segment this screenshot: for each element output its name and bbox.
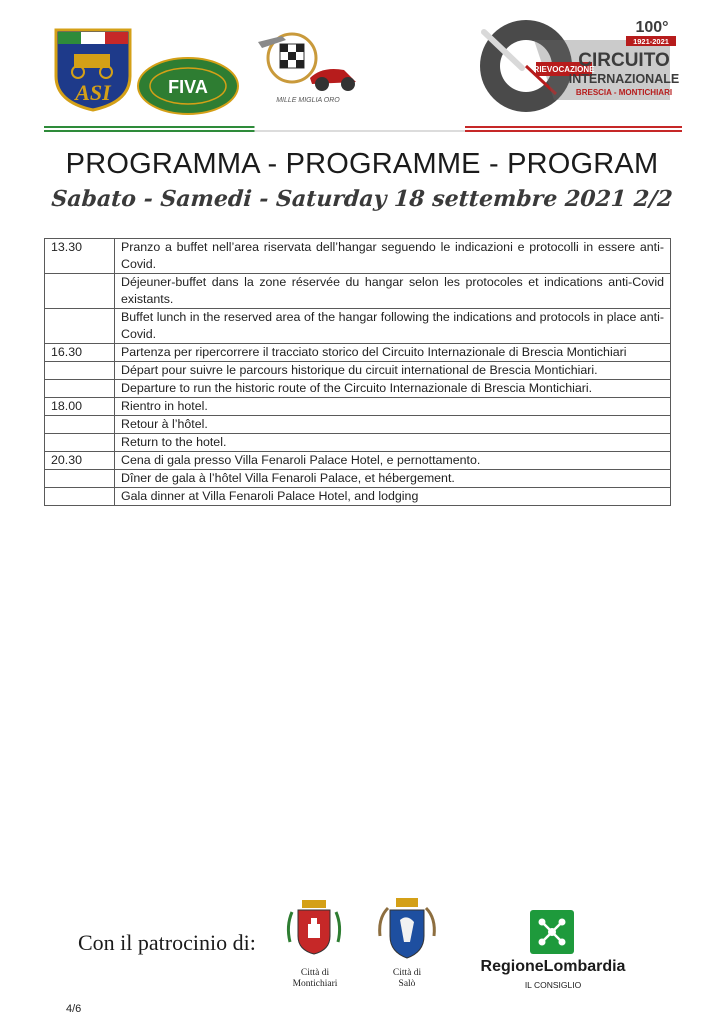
svg-text:FIVA: FIVA [168,77,208,97]
program-time [45,470,115,488]
svg-text:100°: 100° [635,19,669,36]
program-description: Déjeuner-buffet dans la zone réservée du hangar selon les protocoles et indications anti-Covid existants. [115,274,671,309]
program-time [45,488,115,506]
tricolor-divider [44,126,682,128]
program-description: Départ pour suivre le parcours historique du circuit international de Brescia Montichiari. [115,362,671,380]
program-row [45,470,671,488]
program-description: Rientro in hotel. [115,398,671,416]
program-time: 18.00 [45,398,115,416]
patronage-label: Con il patrocinio di: [78,930,256,955]
program-description: Gala dinner at Villa Fenaroli Palace Hotel, and lodging [115,488,671,506]
program-time: 20.30 [45,452,115,470]
program-description: Return to the hotel. [115,434,671,452]
program-time [45,416,115,434]
fiva-logo [136,56,240,116]
asi-logo [52,26,134,112]
svg-text:1921-2021: 1921-2021 [633,37,669,46]
regione-lombardia-name: RegioneLombardia [480,958,626,975]
program-row [45,362,671,380]
program-time [45,309,115,344]
program-row [45,434,671,452]
tricolor-divider [44,130,682,132]
program-time: 13.30 [45,239,115,274]
program-description: Buffet lunch in the reserved area of the hangar following the indications and protocols in place anti-Covid. [115,309,671,344]
svg-text:RIEVOCAZIONE: RIEVOCAZIONE [533,65,595,74]
program-time [45,380,115,398]
program-row [45,416,671,434]
page-number: 4/6 [66,1003,82,1015]
program-row [45,309,671,344]
program-time [45,274,115,309]
program-row [45,452,671,470]
svg-text:MILLE MIGLIA ORO: MILLE MIGLIA ORO [276,97,340,104]
program-description: Partenza per ripercorrere il tracciato storico del Circuito Internazionale di Brescia Montichiari [115,344,671,362]
circuito-logo [474,14,682,116]
program-description: Pranzo a buffet nell’area riservata dell’hangar seguendo le indicazioni e protocolli in essere anti-Covid. [115,239,671,274]
program-description: Retour à l’hôtel. [115,416,671,434]
program-description: Cena di gala presso Villa Fenaroli Palace Hotel, e pernottamento. [115,452,671,470]
svg-text:ASI: ASI [75,80,111,105]
event-logo [252,22,364,108]
program-time: 16.30 [45,344,115,362]
regione-lombardia-subtitle: IL CONSIGLIO [524,980,582,990]
program-row [45,344,671,362]
program-row [45,488,671,506]
program-row [45,398,671,416]
page-subtitle: Sabato - Samedi - Saturday 18 settembre 2021 2/2 [50,186,674,212]
regione-lombardia-logo [530,910,574,954]
montichiari-crest [284,896,344,958]
program-time [45,434,115,452]
salo-crest [374,896,440,962]
svg-text:INTERNAZIONALE: INTERNAZIONALE [568,72,680,86]
program-description: Departure to run the historic route of the Circuito Internazionale di Brescia Montichiari. [115,380,671,398]
program-time [45,362,115,380]
page-title: PROGRAMMA - PROGRAMME - PROGRAM [65,148,659,180]
svg-text:BRESCIA - MONTICHIARI: BRESCIA - MONTICHIARI [575,88,673,97]
svg-text:CIRCUITO: CIRCUITO [578,50,670,71]
program-row [45,239,671,274]
program-table [44,238,671,506]
program-row [45,380,671,398]
montichiari-caption: Città di Montichiari [292,968,338,989]
program-description: Dîner de gala à l’hôtel Villa Fenaroli Palace, et hébergement. [115,470,671,488]
salo-caption: Città di Salò [392,968,422,989]
program-row [45,274,671,309]
